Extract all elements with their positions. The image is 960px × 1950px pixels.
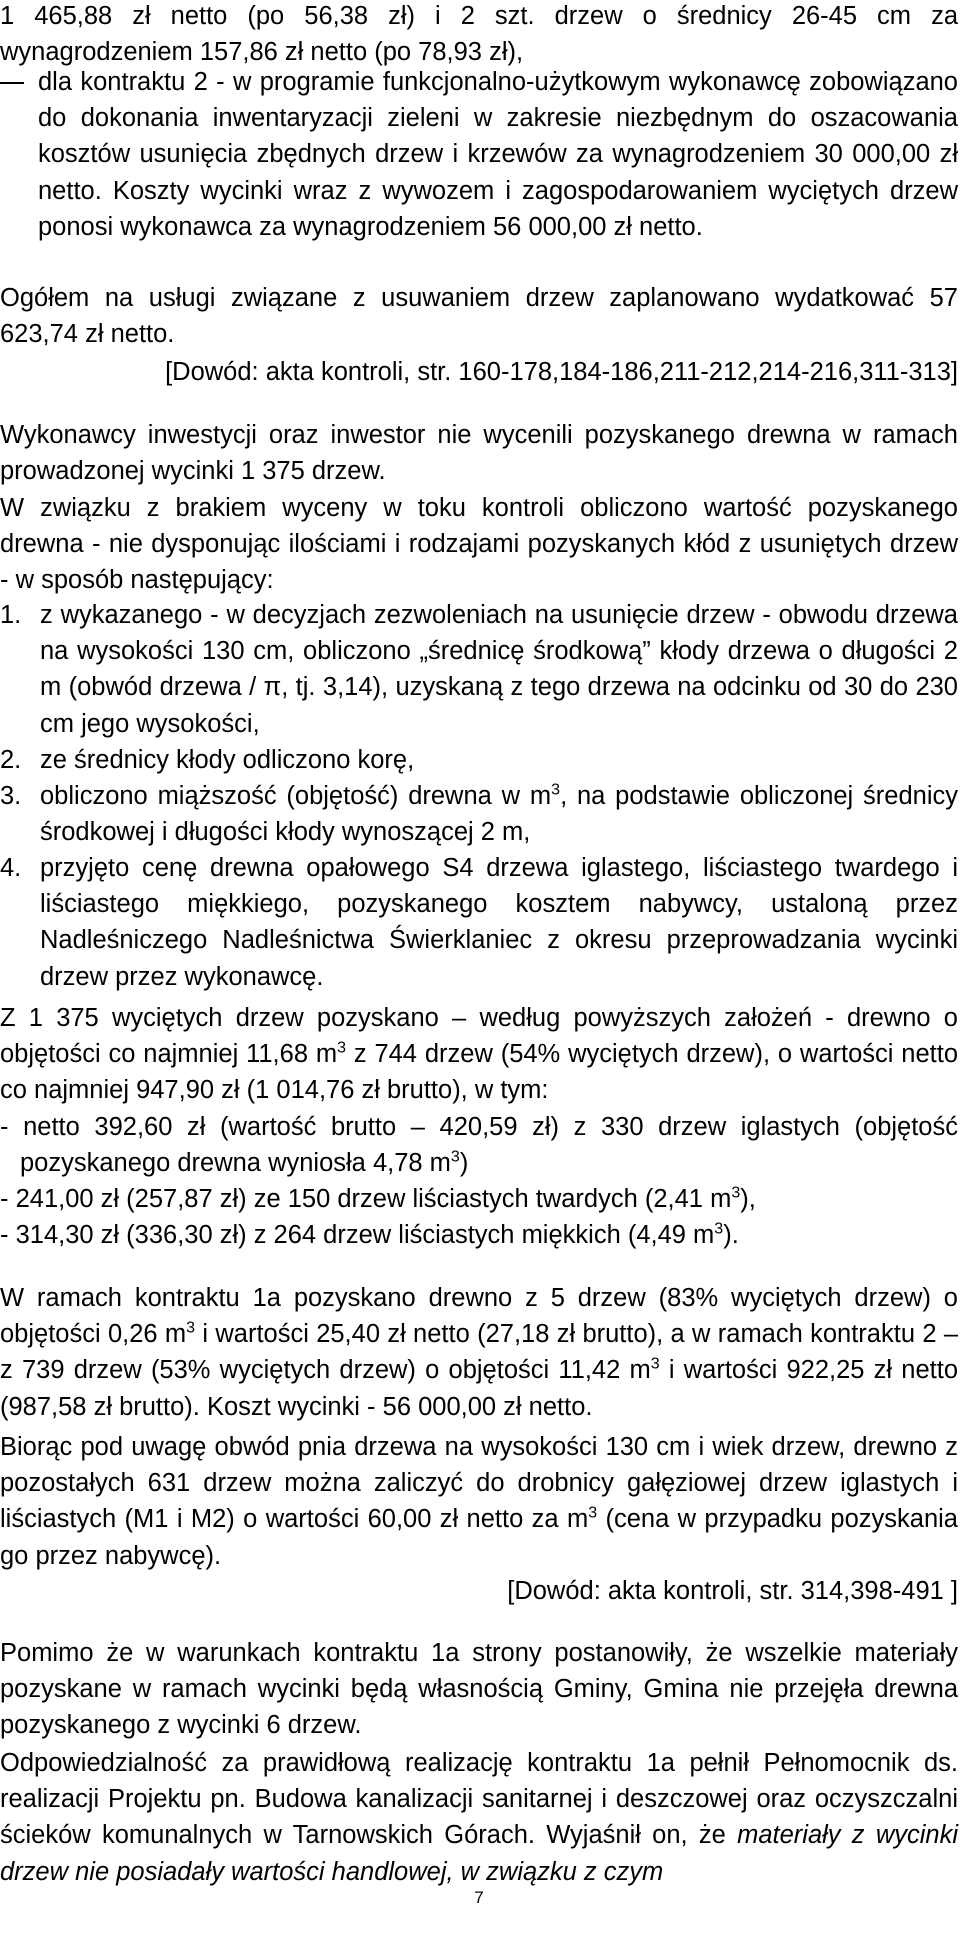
paragraph-remaining-trees: Biorąc pod uwagę obwód pnia drzewa na wysokości 130 cm i wiek drzew, drewno z pozostałych 631 drzew można zaliczyć do drobnicy gałęziowej drzew iglastych i liściastych (M1 i M2) o wartości 60,00 zł netto za $m^3$ (cena w przypadku pozyskania go przez nabywcę). bbox=[0, 1433, 958, 1570]
list-number: 1. bbox=[0, 601, 22, 629]
list-number: 3. bbox=[0, 782, 22, 810]
breakdown-item-softwood: - 314,30 zł (336,30 zł) z 264 drzew liściastych miękkich (4,49 $m^3$). bbox=[0, 1220, 739, 1249]
list-number: 2. bbox=[0, 746, 22, 774]
paragraph-contract-breakdown: W ramach kontraktu 1a pozyskano drewno z 5 drzew (83% wyciętych drzew) o objętości 0,26 $m^3$ i wartości 25,40 zł netto (27,18 zł brutto), a w ramach kontraktu 2 – z 739 drzew (53% wyciętych drzew) o objętości 11,42 $m^3$ i wartości 922,25 zł netto (987,58 zł brutto). Koszt wycinki - 56 000,00 zł netto. bbox=[0, 1284, 959, 1421]
paragraph-gmina-ownership: Pomimo że w warunkach kontraktu 1a strony postanowiły, że wszelkie materiały pozyskane w ramach wycinki będą własnością Gminy, Gmina nie przejęła drewna pozyskanego z wycinki 6 drzew. bbox=[0, 1639, 958, 1740]
bullet-text: dla kontraktu 2 - w programie funkcjonalno-użytkowym wykonawcę zobowiązano do dokonania inwentaryzacji zieleni w zakresie niezbędnym do oszacowania kosztów usunięcia zbędnych drzew i krzewów za wynagrodzeniem 30 000,00 zł netto. Koszty wycinki wraz z wywozem i zagospodarowaniem wyciętych drzew ponosi wykonawca za wynagrodzeniem 56 000,00 zł netto. bbox=[38, 68, 958, 241]
page-number: 7 bbox=[474, 1888, 484, 1907]
paragraph-no-valuation: Wykonawcy inwestycji oraz inwestor nie wycenili pozyskanego drewna w ramach prowadzonej wycinki 1 375 drzew. bbox=[0, 421, 958, 486]
paragraph-harvest-summary: Z 1 375 wyciętych drzew pozyskano – według powyższych założeń - drewno o objętości co najmniej 11,68 $m^3$ z 744 drzew (54% wyciętych drzew), o wartości netto co najmniej 947,90 zł (1 014,76 zł brutto), w tym: bbox=[0, 1004, 958, 1105]
list-item: ze średnicy kłody odliczono korę, bbox=[40, 746, 415, 774]
list-item: obliczono miąższość (objętość) drewna w $m^3$, na podstawie obliczonej średnicy środkowej i długości kłody wynoszącej 2 m, bbox=[40, 781, 958, 847]
list-item: przyjęto cenę drewna opałowego S4 drzewa iglastego, liściastego twardego i liściastego miękkiego, pozyskanego kosztem nabywcy, ustaloną przez Nadleśniczego Nadleśnictwa Świerklaniec z okresu przeprowadzania wycinki drzew przez wykonawcę. bbox=[40, 854, 958, 991]
list-number: 4. bbox=[0, 854, 22, 882]
dash-bullet bbox=[0, 82, 24, 84]
italic-quote: materiały z wycinki drzew nie posiadały wartości handlowej, w związku z czym bbox=[0, 1821, 958, 1886]
evidence-reference-1: [Dowód: akta kontroli, str. 160-178,184-186,211-212,214-216,311-313] bbox=[165, 358, 958, 386]
paragraph-method-intro: W związku z brakiem wyceny w toku kontroli obliczono wartość pozyskanego drewna - nie dysponując ilościami i rodzajami pozyskanych kłód z usuniętych drzew - w sposób następujący: bbox=[0, 494, 958, 595]
breakdown-item-hardwood: - 241,00 zł (257,87 zł) ze 150 drzew liściastych twardych (2,41 $m^3$), bbox=[0, 1184, 756, 1213]
paragraph-continuation: 1 465,88 zł netto (po 56,38 zł) i 2 szt. drzew o średnicy 26-45 cm za wynagrodzeniem 157,86 zł netto (po 78,93 zł), bbox=[0, 2, 958, 67]
list-item: z wykazanego - w decyzjach zezwoleniach na usunięcie drzew - obwodu drzewa na wysokości 130 cm, obliczono „średnicę środkową” kłody drzewa o długości 2 m (obwód drzewa / π, tj. 3,14), uzyskaną z tego drzewa na odcinku od 30 do 230 cm jego wysokości, bbox=[40, 601, 958, 738]
paragraph-responsibility: Odpowiedzialność za prawidłową realizację kontraktu 1a pełnił Pełnomocnik ds. realizacji Projektu pn. Budowa kanalizacji sanitarnej i deszczowej oraz oczyszczalni ścieków komunalnych w Tarnowskich Górach. Wyjaśnił on, że materiały z wycinki drzew nie posiadały wartości handlowej, w związku z czym bbox=[0, 1749, 958, 1886]
evidence-reference-2: [Dowód: akta kontroli, str. 314,398-491 ] bbox=[507, 1577, 958, 1605]
document-page: 1 465,88 zł netto (po 56,38 zł) i 2 szt. drzew o średnicy 26-45 cm za wynagrodzeniem 157,86 zł netto (po 78,93 zł), dla kontraktu 2 - w programie funkcjonalno-użytkowym wykonawcę zobowiązano do dokonania inwentaryzacji zieleni w zakresie niezbędnym do oszacowania kosztów usunięcia zbędnych drzew i krzewów za wynagrodzeniem 30 000,00 zł netto. Koszty wycinki wraz z wywozem i zagospodarowaniem wyciętych drzew ponosi wykonawca za wynagrodzeniem 56 000,00 zł netto. Ogółem na usługi związane z usuwaniem drzew zaplanowano wydatkować 57 623,74 zł netto. [Dowód: akta kontroli, str. 160-178,184-186,211-212,214-216,311-313] Wykonawcy inwestycji oraz inwestor nie wycenili pozyskanego drewna w ramach prowadzonej wycinki 1 375 drzew. W związku z brakiem wyceny w toku kontroli obliczono wartość pozyskanego drewna - nie dysponując ilościami i rodzajami pozyskanych kłód z usuniętych drzew - w sposób następujący: 1. z wykazanego - w decyzjach zezwoleniach na usunięcie drzew - obwodu drzewa na wysokości 130 cm, obliczono „średnicę środkową” kłody drzewa o długości 2 m (obwód drzewa / π, tj. 3,14), uzyskaną z tego drzewa na odcinku od 30 do 230 cm jego wysokości, 2. ze średnicy kłody odliczono korę, 3. obliczono miąższość (objętość) drewna w $m^3$, na podstawie obliczonej średnicy środkowej i długości kłody wynoszącej 2 m, 4. przyjęto cenę drewna opałowego S4 drzewa iglastego, liściastego twardego i liściastego miękkiego, pozyskanego kosztem nabywcy, ustaloną przez Nadleśniczego Nadleśnictwa Świerklaniec z okresu przeprowadzania wycinki drzew przez wykonawcę. Z 1 375 wyciętych drzew pozyskano – według powyższych założeń - drewno o objętości co najmniej 11,68 $m^3$ z 744 drzew (54% wyciętych drzew), o wartości netto co najmniej 947,90 zł (1 014,76 zł brutto), w tym: - netto 392,60 zł (wartość brutto – 420,59 zł) z 330 drzew iglastych (objętość pozyskanego drewna wyniosła 4,78 $m^3$) - 241,00 zł (257,87 zł) ze 150 drzew liściastych twardych (2,41 $m^3$), - 314,30 zł (336,30 zł) z 264 drzew liściastych miękkich (4,49 $m^3$). W ramach kontraktu 1a pozyskano drewno z 5 drzew (83% wyciętych drzew) o objętości 0,26 $m^3$ i wartości 25,40 zł netto (27,18 zł brutto), a w ramach kontraktu 2 – z 739 drzew (53% wyciętych drzew) o objętości 11,42 $m^3$ i wartości 922,25 zł netto (987,58 zł brutto). Koszt wycinki - 56 000,00 zł netto. Biorąc pod uwagę obwód pnia drzewa na wysokości 130 cm i wiek drzew, drewno z pozostałych 631 drzew można zaliczyć do drobnicy gałęziowej drzew iglastych i liściastych (M1 i M2) o wartości 60,00 zł netto za $m^3$ (cena w przypadku pozyskania go przez nabywcę). [Dowód: akta kontroli, str. 314,398-491 ] Pomimo że w warunkach kontraktu 1a strony postanowiły, że wszelkie materiały pozyskane w ramach wycinki będą własnością Gminy, Gmina nie przejęła drewna pozyskanego z wycinki 6 drzew. Odpowiedzialność za prawidłową realizację kontraktu 1a pełnił Pełnomocnik ds. realizacji Projektu pn. Budowa kanalizacji sanitarnej i deszczowej oraz oczyszczalni ścieków komunalnych w Tarnowskich Górach. Wyjaśnił on, że materiały z wycinki drzew nie posiadały wartości handlowej, w związku z czym 7 bbox=[0, 0, 960, 1950]
paragraph-total: Ogółem na usługi związane z usuwaniem drzew zaplanowano wydatkować 57 623,74 zł netto. bbox=[0, 284, 958, 349]
